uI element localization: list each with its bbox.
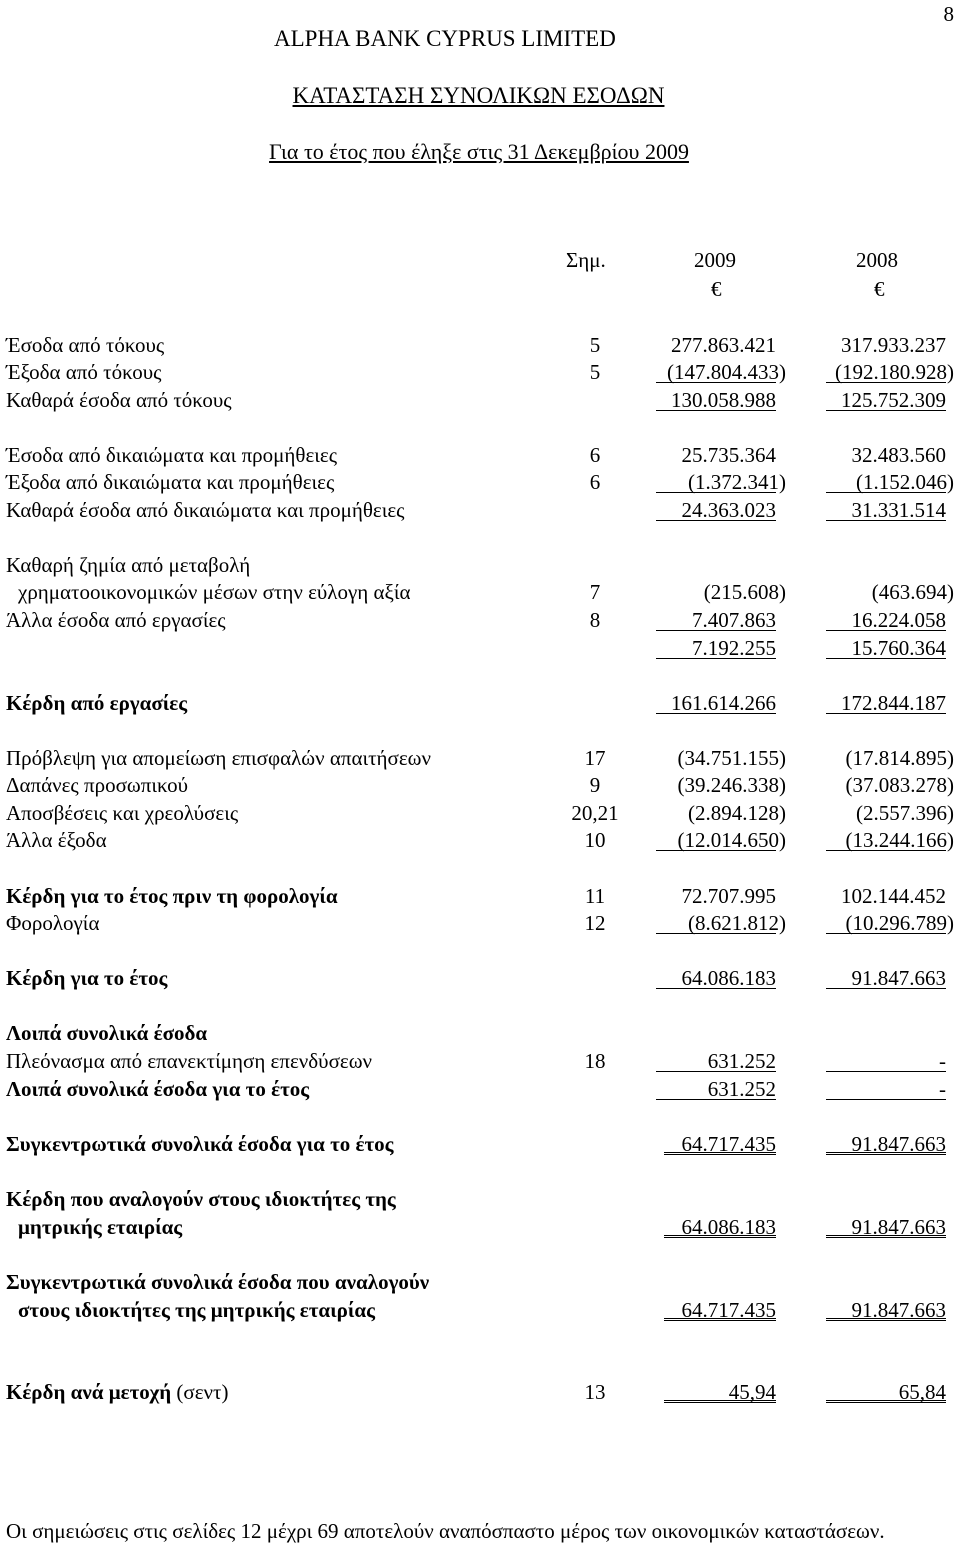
value-2008: - <box>939 1077 946 1101</box>
eps-label-bold: Κέρδη ανά μετοχή <box>6 1380 172 1404</box>
company-name: ALPHA BANK CYPRUS LIMITED <box>274 26 616 51</box>
total-rule <box>826 410 946 411</box>
row-label: Κέρδη για το έτος πριν τη φορολογία <box>6 884 338 908</box>
value-2009: 64.086.183 <box>681 966 776 990</box>
subtotal-rule <box>656 933 776 934</box>
grand-total-rule <box>826 1400 946 1403</box>
row-label: Δαπάνες προσωπικού <box>6 773 188 797</box>
table-row <box>0 966 960 992</box>
grand-total-rule <box>664 1318 776 1321</box>
row-note: 18 <box>584 1049 606 1073</box>
subtotal-rule <box>656 1071 776 1072</box>
eps-label-unit: (σεντ) <box>171 1380 229 1404</box>
row-label: Συγκεντρωτικά συνολικά έσοδα που αναλογούν <box>6 1270 430 1294</box>
value-2008: (192.180.928) <box>835 360 954 384</box>
total-rule <box>656 713 776 714</box>
value-2008: - <box>939 1049 946 1073</box>
row-label: στους ιδιοκτήτες της μητρικής εταιρίας <box>18 1298 375 1322</box>
value-2008: 16.224.058 <box>851 608 946 632</box>
row-label: Κέρδη που αναλογούν στους ιδιοκτήτες της <box>6 1187 396 1211</box>
subtotal-rule <box>656 492 776 493</box>
statement-title <box>0 83 960 109</box>
row-note: 5 <box>589 360 601 384</box>
table-row <box>0 580 960 606</box>
total-rule <box>826 658 946 659</box>
row-label: Άλλα έσοδα από εργασίες <box>6 608 226 632</box>
value-2008: 32.483.560 <box>851 443 946 467</box>
value-2009: (1.372.341) <box>688 470 786 494</box>
row-note: 9 <box>589 773 601 797</box>
table-row <box>0 498 960 524</box>
value-2009: 25.735.364 <box>681 443 776 467</box>
total-rule <box>656 988 776 989</box>
value-2008: 15.760.364 <box>851 636 946 660</box>
total-rule <box>826 713 946 714</box>
table-row <box>0 884 960 910</box>
note-column-header: Σημ. <box>566 248 606 272</box>
value-2009: (8.621.812) <box>688 911 786 935</box>
value-2009: 631.252 <box>707 1077 776 1101</box>
row-note: 6 <box>589 443 601 467</box>
row-label: Συγκεντρωτικά συνολικά έσοδα για το έτος <box>6 1132 394 1156</box>
value-2009: 72.707.995 <box>681 884 776 908</box>
value-2009: (215.608) <box>703 580 786 604</box>
total-rule <box>826 520 946 521</box>
table-row <box>0 1187 960 1213</box>
subtotal-rule <box>826 492 946 493</box>
value-2008: 91.847.663 <box>851 1132 946 1156</box>
row-label: Κέρδη από εργασίες <box>6 691 188 715</box>
subtotal-rule <box>656 382 776 383</box>
value-2008: 125.752.309 <box>841 388 946 412</box>
value-2009: 277.863.421 <box>671 333 776 357</box>
value-2008: (13.244.166) <box>845 828 954 852</box>
table-row <box>0 553 960 579</box>
value-2008: (2.557.396) <box>856 801 954 825</box>
row-label: Πλεόνασμα από επανεκτίμηση επενδύσεων <box>6 1049 373 1073</box>
grand-total-rule <box>664 1152 776 1155</box>
value-2009: (39.246.338) <box>677 773 786 797</box>
currency-2008-header: € <box>874 277 885 301</box>
table-row <box>0 608 960 634</box>
table-row <box>0 746 960 772</box>
page-number: 8 <box>943 2 954 26</box>
value-2009: 24.363.023 <box>681 498 776 522</box>
value-2009: 130.058.988 <box>671 388 776 412</box>
row-label: Κέρδη για το έτος <box>6 966 168 990</box>
value-2008: 317.933.237 <box>841 333 946 357</box>
footer-note: Οι σημειώσεις στις σελίδες 12 μέχρι 69 αποτελούν αναπόσπαστο μέρος των οικονομικών καταστάσεων. <box>6 1519 885 1543</box>
table-row <box>0 443 960 469</box>
row-label: Έξοδα από δικαιώματα και προμήθειες <box>6 470 335 494</box>
value-2009: 7.192.255 <box>692 636 776 660</box>
value-2009: 64.086.183 <box>681 1215 776 1239</box>
currency-2009-header: € <box>711 277 722 301</box>
value-2009: 161.614.266 <box>671 691 776 715</box>
grand-total-rule <box>664 1400 776 1403</box>
total-rule <box>826 988 946 989</box>
value-2009: (2.894.128) <box>688 801 786 825</box>
value-2009: (147.804.433) <box>667 360 786 384</box>
section-heading: Λοιπά συνολικά έσοδα <box>6 1021 208 1045</box>
row-note: 11 <box>584 884 606 908</box>
row-label: Λοιπά συνολικά έσοδα για το έτος <box>6 1077 310 1101</box>
table-row <box>0 470 960 496</box>
table-row <box>0 1215 960 1241</box>
subtotal-rule <box>826 850 946 851</box>
row-label: χρηματοοικονομικών μέσων στην εύλογη αξία <box>18 580 411 604</box>
subtotal-rule <box>826 382 946 383</box>
value-2008: (1.152.046) <box>856 470 954 494</box>
table-row <box>0 1021 960 1047</box>
table-row <box>0 691 960 717</box>
total-rule <box>656 520 776 521</box>
row-note: 13 <box>584 1380 606 1404</box>
value-2008: 102.144.452 <box>841 884 946 908</box>
value-2008: 172.844.187 <box>841 691 946 715</box>
row-note: 5 <box>589 333 601 357</box>
subtotal-rule <box>656 630 776 631</box>
year-2009-header: 2009 <box>694 248 736 272</box>
table-row <box>0 1380 960 1406</box>
table-row <box>0 388 960 414</box>
row-label: Άλλα έξοδα <box>6 828 107 852</box>
value-2009: (12.014.650) <box>677 828 786 852</box>
table-row <box>0 773 960 799</box>
total-rule <box>656 1099 776 1100</box>
grand-total-rule <box>664 1235 776 1238</box>
row-label: Έσοδα από δικαιώματα και προμήθειες <box>6 443 338 467</box>
row-note: 20,21 <box>571 801 619 825</box>
row-label: Αποσβέσεις και χρεολύσεις <box>6 801 239 825</box>
grand-total-rule <box>826 1235 946 1238</box>
period-text: Για το έτος που έληξε στις 31 Δεκεμβρίου 2009 <box>269 139 689 164</box>
row-note: 6 <box>589 470 601 494</box>
value-2009: 64.717.435 <box>681 1298 776 1322</box>
value-2008: (17.814.895) <box>845 746 954 770</box>
row-label: Καθαρά έσοδα από τόκους <box>6 388 232 412</box>
total-rule <box>656 658 776 659</box>
table-row <box>0 1270 960 1296</box>
value-2008: 91.847.663 <box>851 966 946 990</box>
row-note: 7 <box>589 580 601 604</box>
value-2008: (10.296.789) <box>845 911 954 935</box>
table-row <box>0 1298 960 1324</box>
value-2009: (34.751.155) <box>677 746 786 770</box>
table-row <box>0 636 960 662</box>
row-note: 8 <box>589 608 601 632</box>
subtotal-rule <box>656 850 776 851</box>
value-2009: 45,94 <box>728 1380 776 1404</box>
period-heading <box>0 139 960 165</box>
table-row <box>0 360 960 386</box>
statement-title-text: ΚΑΤΑΣΤΑΣΗ ΣΥΝΟΛΙΚΩΝ ΕΣΟΔΩΝ <box>292 83 665 108</box>
row-label: Πρόβλεψη για απομείωση επισφαλών απαιτήσεων <box>6 746 431 770</box>
row-label <box>6 1380 228 1405</box>
year-2008-header: 2008 <box>856 248 898 272</box>
value-2009: 64.717.435 <box>681 1132 776 1156</box>
value-2008: 31.331.514 <box>851 498 946 522</box>
value-2008: (463.694) <box>871 580 954 604</box>
table-row <box>0 911 960 937</box>
value-2008: 91.847.663 <box>851 1298 946 1322</box>
row-label: Καθαρή ζημία από μεταβολή <box>6 553 251 577</box>
grand-total-rule <box>826 1318 946 1321</box>
row-note: 10 <box>584 828 606 852</box>
grand-total-rule <box>826 1152 946 1155</box>
value-2008: 65,84 <box>898 1380 946 1404</box>
row-label: μητρικής εταιρίας <box>18 1215 183 1239</box>
table-row <box>0 1132 960 1158</box>
value-2009: 631.252 <box>707 1049 776 1073</box>
table-row <box>0 1049 960 1075</box>
total-rule <box>826 1099 946 1100</box>
value-2008: (37.083.278) <box>845 773 954 797</box>
total-rule <box>656 410 776 411</box>
table-row <box>0 828 960 854</box>
row-label: Καθαρά έσοδα από δικαιώματα και προμήθειες <box>6 498 405 522</box>
subtotal-rule <box>826 630 946 631</box>
subtotal-rule <box>826 1071 946 1072</box>
row-label: Έσοδα από τόκους <box>6 333 165 357</box>
value-2009: 7.407.863 <box>692 608 776 632</box>
table-row <box>0 1077 960 1103</box>
row-note: 17 <box>584 746 606 770</box>
row-note: 12 <box>584 911 606 935</box>
table-row <box>0 333 960 359</box>
row-label: Φορολογία <box>6 911 100 935</box>
row-label: Έξοδα από τόκους <box>6 360 162 384</box>
table-row <box>0 801 960 827</box>
subtotal-rule <box>826 933 946 934</box>
value-2008: 91.847.663 <box>851 1215 946 1239</box>
